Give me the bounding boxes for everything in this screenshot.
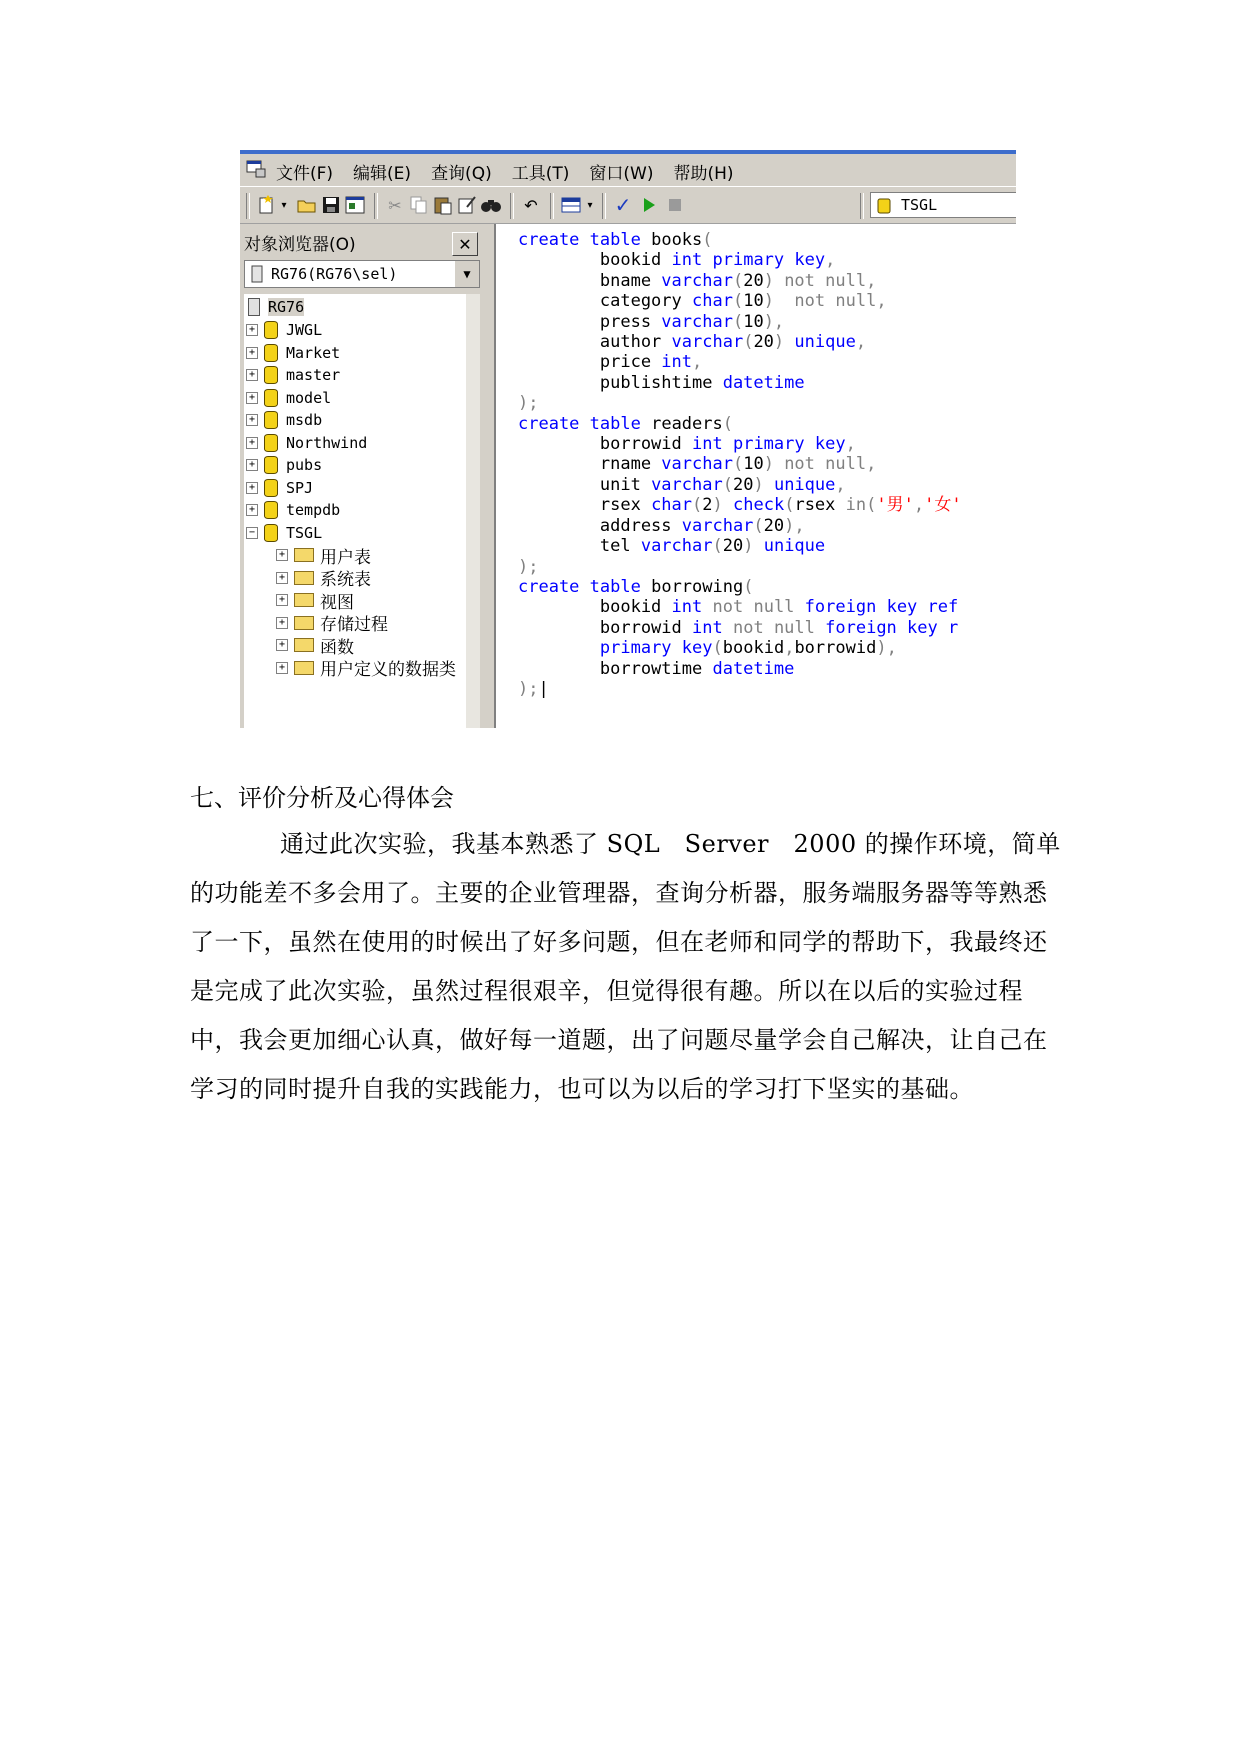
tree-item-db[interactable]: + master <box>246 364 340 386</box>
menu-tools[interactable]: 工具(T) <box>511 164 570 184</box>
tree-item-db[interactable]: + msdb <box>246 409 322 431</box>
server-select[interactable] <box>244 260 480 288</box>
tree-item-folder[interactable]: + 函数 <box>276 634 354 656</box>
database-icon <box>264 321 278 339</box>
menu-help[interactable]: 帮助(H) <box>673 164 734 184</box>
expand-icon[interactable]: + <box>276 549 288 561</box>
database-icon <box>264 434 278 452</box>
expand-icon[interactable]: + <box>246 482 258 494</box>
stop-icon[interactable] <box>664 194 686 216</box>
object-tree <box>244 294 466 728</box>
grid-dropdown-icon[interactable]: ▾ <box>587 199 593 211</box>
expand-icon[interactable]: + <box>246 414 258 426</box>
menu-window[interactable]: 窗口(W) <box>589 164 654 184</box>
grid-icon[interactable] <box>560 194 582 216</box>
expand-icon[interactable]: + <box>246 437 258 449</box>
expand-icon[interactable]: + <box>276 572 288 584</box>
close-icon[interactable]: ✕ <box>452 232 478 256</box>
app-icon <box>246 160 266 178</box>
section-heading: 七、评价分析及心得体会 <box>190 784 454 812</box>
collapse-icon[interactable]: − <box>246 527 258 539</box>
tree-item-folder[interactable]: + 存储过程 <box>276 612 388 634</box>
server-select-value: RG76(RG76\sel) <box>271 265 398 283</box>
sql-code: create table books( bookid int primary key, bname varchar(20) not null, category char(10) not null, press varchar(10), author varchar(20) unique, price int, publishtime datetime ); create table readers( borrowid int primary key, rname varchar(10) not null, unit varchar(20) unique, rsex char(2) check(rsex in('男','女' address varchar(20), tel varchar(20) unique ); create table borrowing( bookid int not null foreign key ref borrowid int not null foreign key r primary key(bookid,borrowid), borrowtime datetime );| <box>518 230 962 699</box>
check-icon[interactable]: ✓ <box>614 193 632 217</box>
tree-item-db[interactable]: + SPJ <box>246 477 313 499</box>
folder-icon <box>294 593 314 607</box>
copy-icon[interactable] <box>408 194 430 216</box>
tree-item-folder[interactable]: + 视图 <box>276 589 354 611</box>
tree-item-db[interactable]: + tempdb <box>246 499 340 521</box>
expand-icon[interactable]: + <box>276 594 288 606</box>
database-icon <box>264 389 278 407</box>
tree-item-folder[interactable]: + 系统表 <box>276 567 371 589</box>
expand-icon[interactable]: + <box>246 504 258 516</box>
tree-item-db[interactable]: + pubs <box>246 454 322 476</box>
paste-icon[interactable] <box>432 194 454 216</box>
new-dropdown-icon[interactable]: ▾ <box>281 199 287 211</box>
menu-file[interactable]: 文件(F) <box>276 164 334 184</box>
chevron-down-icon[interactable]: ▼ <box>454 261 479 287</box>
object-browser-title: 对象浏览器(O) <box>244 235 356 255</box>
tree-item-db[interactable]: + model <box>246 387 331 409</box>
database-select[interactable] <box>870 192 1016 218</box>
database-icon <box>264 524 278 542</box>
toolbar <box>240 186 1016 224</box>
object-browser <box>240 224 484 728</box>
execute-icon[interactable] <box>638 194 660 216</box>
folder-icon <box>294 548 314 562</box>
load-script-icon[interactable] <box>344 194 366 216</box>
tree-item-db[interactable]: − TSGL <box>246 522 322 544</box>
folder-icon <box>294 616 314 630</box>
tree-item-db[interactable]: + Market <box>246 342 340 364</box>
expand-icon[interactable]: + <box>276 662 288 674</box>
expand-icon[interactable]: + <box>276 639 288 651</box>
section-paragraph: 通过此次实验，我基本熟悉了 SQL Server 2000 的操作环境，简单的功能差不多会用了。主要的企业管理器，查询分析器，服务端服务器等等熟悉了一下，虽然在使用的时候出了好多问题，但在老师和同学的帮助下，我最终还是完成了此次实验，虽然过程很艰辛，但觉得很有趣。所以在以后的实验过程中，我会更加细心认真，做好每一道题，出了问题尽量学会自己解决，让自己在学习的同时提升自我的实践能力，也可以为以后的学习打下坚实的基础。 <box>190 830 1061 1103</box>
expand-icon[interactable]: + <box>246 459 258 471</box>
expand-icon[interactable]: + <box>246 369 258 381</box>
cut-icon[interactable]: ✂ <box>388 195 402 215</box>
menu-query[interactable]: 查询(Q) <box>431 164 492 184</box>
database-icon <box>264 344 278 362</box>
database-icon <box>877 197 891 215</box>
clear-icon[interactable] <box>456 194 478 216</box>
undo-icon[interactable]: ↶ <box>524 195 538 215</box>
open-icon[interactable] <box>296 194 318 216</box>
folder-icon <box>294 661 314 675</box>
expand-icon[interactable]: + <box>276 617 288 629</box>
folder-icon <box>294 571 314 585</box>
database-icon <box>264 501 278 519</box>
database-icon <box>264 411 278 429</box>
new-query-icon[interactable] <box>256 194 278 216</box>
expand-icon[interactable]: + <box>246 324 258 336</box>
expand-icon[interactable]: + <box>246 392 258 404</box>
tree-item-db[interactable]: + Northwind <box>246 432 367 454</box>
database-select-value: TSGL <box>901 196 938 214</box>
database-icon <box>264 479 278 497</box>
tree-item-folder[interactable]: + 用户定义的数据类 <box>276 657 456 679</box>
menu-edit[interactable]: 编辑(E) <box>353 164 412 184</box>
server-icon <box>251 265 263 283</box>
database-icon <box>264 456 278 474</box>
query-editor[interactable] <box>494 224 1016 728</box>
tree-root[interactable] <box>248 296 304 318</box>
folder-icon <box>294 638 314 652</box>
tree-item-db[interactable]: + JWGL <box>246 319 322 341</box>
server-icon <box>248 298 260 316</box>
save-icon[interactable] <box>320 194 342 216</box>
tree-item-folder[interactable]: + 用户表 <box>276 544 371 566</box>
expand-icon[interactable]: + <box>246 347 258 359</box>
query-analyzer-screenshot <box>240 150 1016 728</box>
tree-scrollbar[interactable] <box>466 294 480 728</box>
database-icon <box>264 366 278 384</box>
menu-bar <box>240 154 1016 186</box>
tree-root-label: RG76 <box>268 298 305 316</box>
find-icon[interactable] <box>480 194 502 216</box>
